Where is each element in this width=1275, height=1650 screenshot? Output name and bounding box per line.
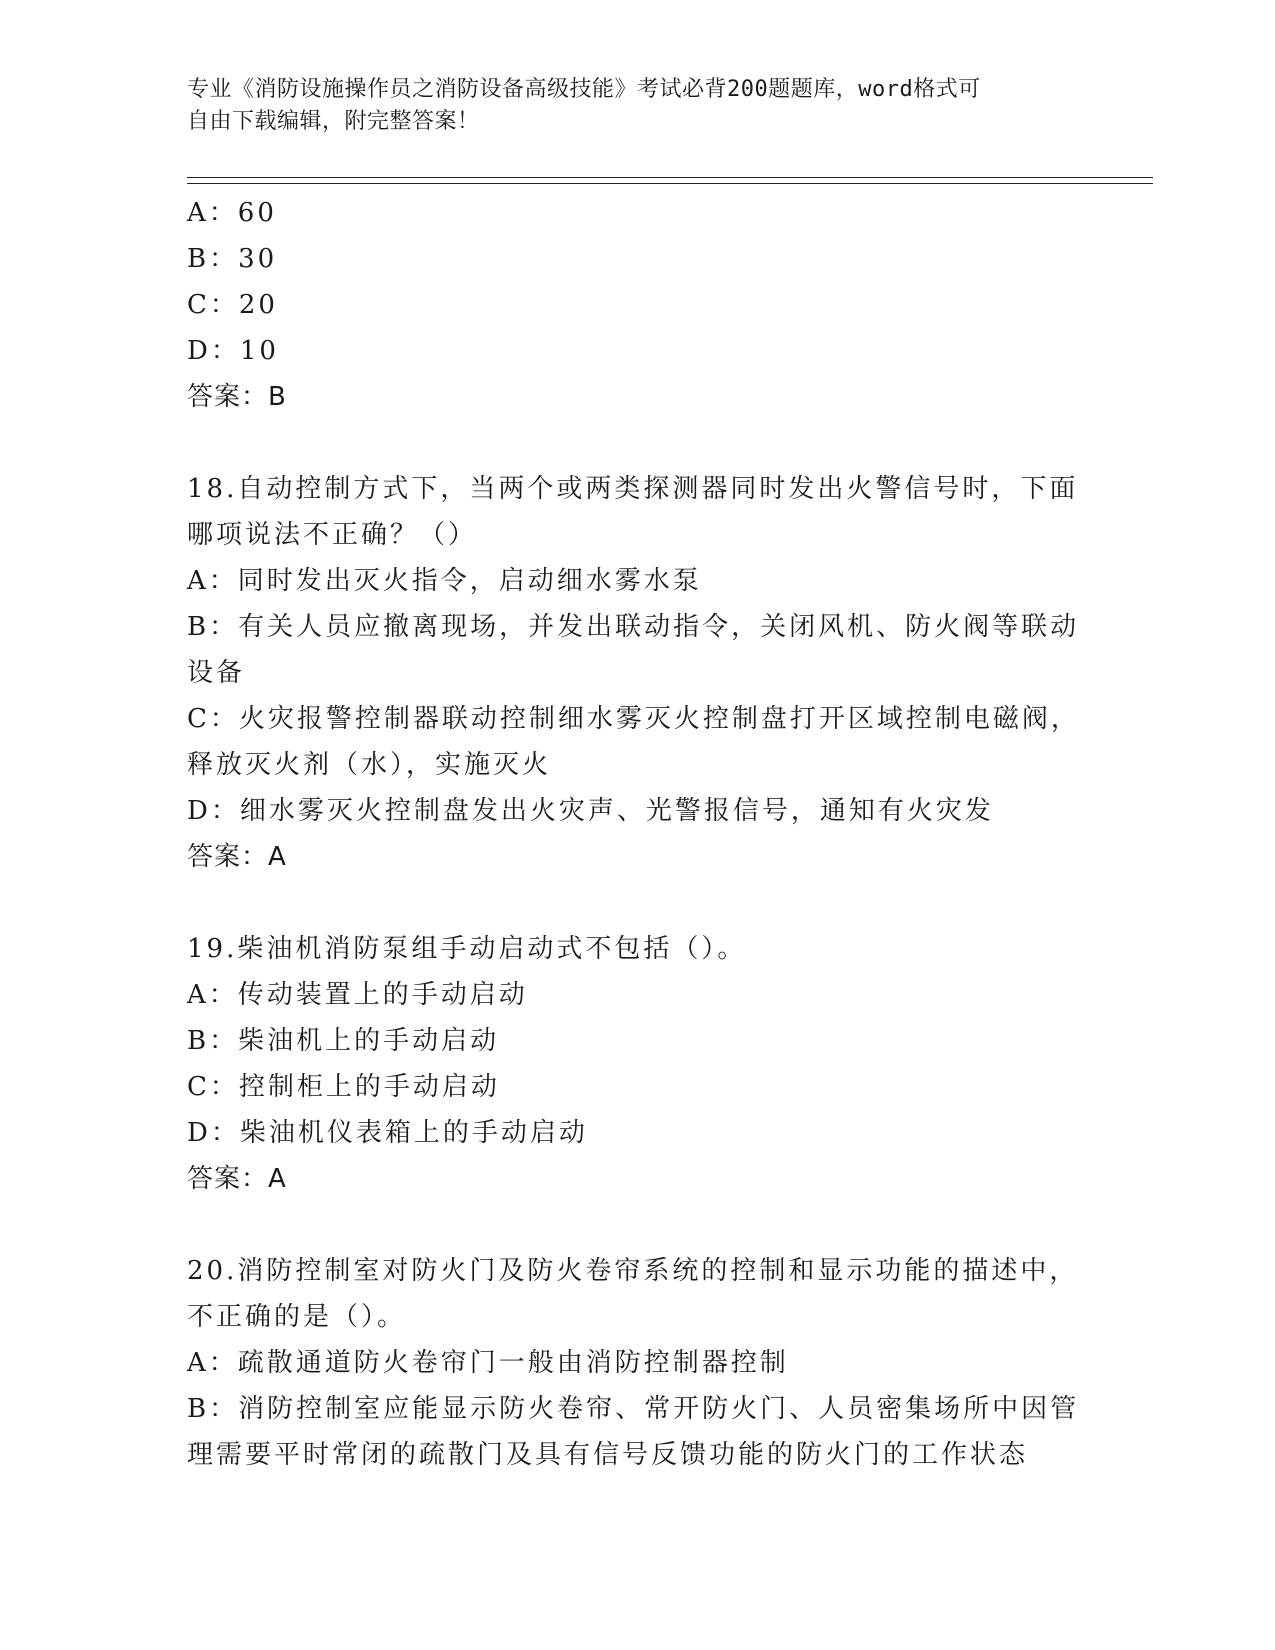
q20-option-a: A：疏散通道防火卷帘门一般由消防控制器控制 <box>187 1348 789 1378</box>
q19-option-c: C：控制柜上的手动启动 <box>187 1072 500 1102</box>
q17-option-d: D：10 <box>187 336 279 366</box>
q19-option-b: B：柴油机上的手动启动 <box>187 1026 500 1056</box>
q18-option-d: D：细水雾灭火控制盘发出火灾声、光警报信号，通知有火灾发 <box>187 796 994 826</box>
header-divider-bottom <box>187 183 1153 184</box>
q20-stem-line-2: 不正确的是（）。 <box>187 1302 407 1332</box>
spacer <box>187 420 1087 466</box>
spacer <box>187 1202 1087 1248</box>
q19-option-d: D：柴油机仪表箱上的手动启动 <box>187 1118 588 1148</box>
q18-answer: 答案：A <box>187 842 287 872</box>
q17-answer: 答案：B <box>187 382 287 412</box>
q18-option-b-line-1: B：有关人员应撤离现场，并发出联动指令，关闭风机、防火阀等联动 <box>187 612 1080 642</box>
q18-option-a: A：同时发出灭火指令，启动细水雾水泵 <box>187 566 702 596</box>
q19-answer: 答案：A <box>187 1164 287 1194</box>
q20-option-b-line-2: 理需要平时常闭的疏散门及具有信号反馈功能的防火门的工作状态 <box>187 1440 1029 1470</box>
question-17-block <box>187 190 1087 420</box>
q18-stem-line-1: 18.自动控制方式下，当两个或两类探测器同时发出火警信号时，下面 <box>187 474 1079 504</box>
q17-option-c: C：20 <box>187 290 278 320</box>
q18-option-c-line-1: C：火灾报警控制器联动控制细水雾灭火控制盘打开区域控制电磁阀， <box>187 704 1080 734</box>
q19-stem: 19.柴油机消防泵组手动启动式不包括（）。 <box>187 934 747 964</box>
q18-option-b-line-2: 设备 <box>187 658 246 688</box>
question-20-block <box>187 1248 1087 1478</box>
question-18-block <box>187 466 1087 880</box>
header-line-2: 自由下载编辑，附完整答案！ <box>187 109 480 134</box>
document-header <box>187 74 1067 138</box>
q17-option-a: A：60 <box>187 198 277 228</box>
q18-stem-line-2: 哪项说法不正确？（） <box>187 520 478 550</box>
q17-option-b: B：30 <box>187 244 278 274</box>
q19-option-a: A：传动装置上的手动启动 <box>187 980 528 1010</box>
q18-option-c-line-2: 释放灭火剂（水），实施灭火 <box>187 750 552 780</box>
header-line-1: 专业《消防设施操作员之消防设备高级技能》考试必背200题题库，word格式可 <box>187 77 981 102</box>
spacer <box>187 880 1087 926</box>
question-19-block <box>187 926 1087 1202</box>
document-body <box>187 190 1087 1478</box>
q20-stem-line-1: 20.消防控制室对防火门及防火卷帘系统的控制和显示功能的描述中， <box>187 1256 1079 1286</box>
header-divider-top <box>187 177 1153 178</box>
q20-option-b-line-1: B：消防控制室应能显示防火卷帘、常开防火门、人员密集场所中因管 <box>187 1394 1080 1424</box>
